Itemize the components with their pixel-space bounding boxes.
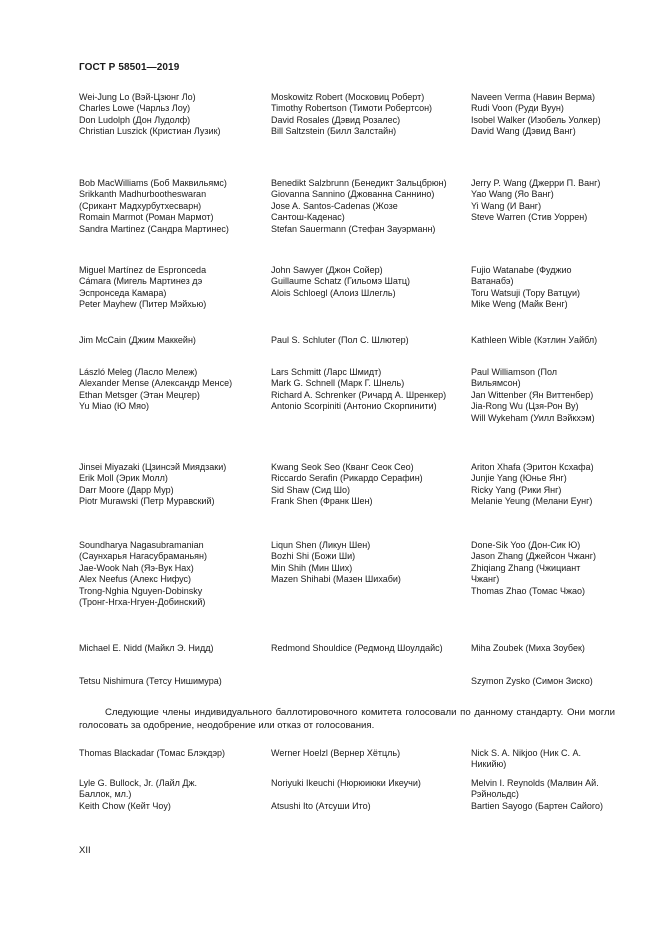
name-column xyxy=(79,462,271,508)
name-column xyxy=(271,335,471,346)
name-column xyxy=(271,540,471,608)
name-entry: Yao Wang (Яо Ванг) xyxy=(471,189,554,200)
name-entry: Redmond Shouldice (Редмонд Шоулдайс) xyxy=(271,643,443,653)
name-entry: Ricky Yang (Рики Янг) xyxy=(471,484,562,495)
name-entry: Darr Moore (Дарр Мур) xyxy=(79,484,174,495)
name-entry: Эспронседа Камара) xyxy=(79,287,167,298)
name-column xyxy=(79,92,271,138)
name-column xyxy=(79,540,271,608)
name-column xyxy=(471,643,615,654)
name-entry: Michael E. Nidd (Майкл Э. Нидд) xyxy=(79,643,214,653)
name-entry: Alex Neefus (Алекс Нифус) xyxy=(79,574,192,585)
name-column xyxy=(271,676,471,687)
name-column xyxy=(271,462,471,508)
name-column xyxy=(471,778,615,812)
name-entry: Yi Wang (И Ванг) xyxy=(471,200,542,211)
name-block xyxy=(79,778,615,812)
name-column xyxy=(471,540,615,608)
name-entry: Sid Shaw (Сид Шо) xyxy=(271,484,351,495)
name-entry: Kathleen Wible (Кэтлин Уайбл) xyxy=(471,335,598,345)
name-entry: Peter Mayhew (Питер Мэйхью) xyxy=(79,299,207,310)
name-entry: Toru Watsuji (Тору Ватцуи) xyxy=(471,287,580,298)
name-entry: Benedikt Salzbrunn (Бенедикт Зальцбрюн) xyxy=(271,178,447,188)
name-block xyxy=(79,676,615,687)
name-entry: Alois Schloegl (Алоиз Шлегль) xyxy=(271,287,396,298)
name-entry: Bob MacWilliams (Боб Маквильямс) xyxy=(79,178,227,188)
name-column xyxy=(79,748,271,771)
name-entry: Рэйнольдс) xyxy=(471,789,519,800)
name-entry: Jim McCain (Джим Маккейн) xyxy=(79,335,196,345)
name-entry: Piotr Murawski (Петр Муравский) xyxy=(79,496,215,507)
name-entry: Jia-Rong Wu (Цзя-Рон Ву) xyxy=(471,401,579,412)
name-entry: Bill Saltzstein (Билл Залстайн) xyxy=(271,126,397,137)
name-entry: Yu Miao (Ю Мяо) xyxy=(79,401,149,412)
name-column xyxy=(79,778,271,812)
name-column xyxy=(471,367,615,424)
name-entry: Jan Wittenber (Ян Виттенбер) xyxy=(471,389,594,400)
page-number: XII xyxy=(79,845,91,856)
name-entry: Naveen Verma (Навин Верма) xyxy=(471,92,596,102)
name-column xyxy=(271,748,471,771)
name-entry: Steve Warren (Стив Уоррен) xyxy=(471,212,588,223)
name-entry: (Тронг-Нгха-Нгуен-Добинский) xyxy=(79,597,206,608)
name-entry: (Саунхарья Нагасубраманьян) xyxy=(79,551,207,562)
name-column xyxy=(471,92,615,138)
name-entry: (Срикант Мадхурбутхесварн) xyxy=(79,200,202,211)
name-entry: David Rosales (Дэвид Розалес) xyxy=(271,114,401,125)
name-column xyxy=(471,265,615,311)
name-entry: Junjie Yang (Юнье Янг) xyxy=(471,473,567,484)
name-entry: Srikkanth Madhurbootheswaran xyxy=(79,189,207,200)
name-entry: Fujio Watanabe (Фуджио xyxy=(471,265,572,275)
name-entry xyxy=(271,789,471,800)
name-entry: Melanie Yeung (Мелани Еунг) xyxy=(471,496,593,507)
name-entry: Don Ludolph (Дон Лудолф) xyxy=(79,114,191,125)
name-column xyxy=(471,335,615,346)
name-entry: Isobel Walker (Изобель Уолкер) xyxy=(471,114,601,125)
name-entry: Jose A. Santos-Cadenas (Жозе xyxy=(271,200,398,211)
name-entry: Richard A. Schrenker (Ричард А. Шренкер) xyxy=(271,389,447,400)
name-entry: Cámara (Мигель Мартинез дэ xyxy=(79,276,203,287)
name-entry: Lars Schmitt (Ларс Шмидт) xyxy=(271,367,382,377)
name-block xyxy=(79,462,615,508)
name-column xyxy=(79,335,271,346)
name-entry: Trong-Nghia Nguyen-Dobinsky xyxy=(79,585,203,596)
name-block xyxy=(79,335,615,346)
name-entry: Lyle G. Bullock, Jr. (Лайл Дж. xyxy=(79,778,197,788)
name-entry: Giovanna Sannino (Джованна Саннино) xyxy=(271,189,435,200)
name-block xyxy=(79,265,615,311)
name-entry: John Sawyer (Джон Сойер) xyxy=(271,265,383,275)
name-entry: Keith Chow (Кейт Чоу) xyxy=(79,800,171,811)
name-entry: Чжанг) xyxy=(471,574,500,585)
name-column xyxy=(271,778,471,812)
name-entry: Melvin I. Reynolds (Малвин Ай. xyxy=(471,778,599,788)
name-entry: Szymon Zysko (Симон Зиско) xyxy=(471,676,593,686)
name-entry: Ватанабэ) xyxy=(471,276,514,287)
name-column xyxy=(271,92,471,138)
name-block xyxy=(79,178,615,235)
name-entry: Wei-Jung Lo (Вэй-Цзюнг Ло) xyxy=(79,92,196,102)
name-column xyxy=(271,178,471,235)
name-entry: Paul Williamson (Пол xyxy=(471,367,558,377)
name-entry: Miha Zoubek (Миха Зоубек) xyxy=(471,643,585,653)
name-entry: Mike Weng (Майк Венг) xyxy=(471,299,568,310)
name-entry: Jason Zhang (Джейсон Чжанг) xyxy=(471,551,597,562)
name-entry: Done-Sik Yoo (Дон-Сик Ю) xyxy=(471,540,581,550)
name-entry: Timothy Robertson (Тимоти Робертсон) xyxy=(271,103,433,114)
name-column xyxy=(79,643,271,654)
name-block xyxy=(79,540,615,608)
name-entry: Mazen Shihabi (Мазен Шихаби) xyxy=(271,574,401,585)
name-column xyxy=(271,265,471,311)
name-entry: Moskowitz Robert (Московиц Роберт) xyxy=(271,92,425,102)
name-entry: Noriyuki Ikeuchi (Нюрюиюки Икеучи) xyxy=(271,778,421,788)
name-entry: Werner Hoelzl (Вернер Хётцль) xyxy=(271,748,401,758)
name-entry: Paul S. Schluter (Пол С. Шлютер) xyxy=(271,335,409,345)
name-entry: Soundharya Nagasubramanian xyxy=(79,540,204,550)
name-entry: Min Shih (Мин Ших) xyxy=(271,562,353,573)
name-entry: Сантош-Каденас) xyxy=(271,212,345,223)
name-entry: Вильямсон) xyxy=(471,378,521,389)
name-entry: Frank Shen (Франк Шен) xyxy=(271,496,373,507)
name-entry: Erik Moll (Эрик Молл) xyxy=(79,473,168,484)
name-entry: Kwang Seok Seo (Кванг Сеок Сео) xyxy=(271,462,414,472)
name-entry: Никийю) xyxy=(471,759,507,770)
name-entry: László Meleg (Ласло Мележ) xyxy=(79,367,198,377)
name-entry: Charles Lowe (Чарльз Лоу) xyxy=(79,103,191,114)
name-block xyxy=(79,367,615,424)
name-entry: Atsushi Ito (Атсуши Ито) xyxy=(271,800,371,811)
name-entry: Stefan Sauermann (Стефан Зауэрманн) xyxy=(271,223,436,234)
name-entry: Liqun Shen (Ликун Шен) xyxy=(271,540,371,550)
name-block xyxy=(79,748,615,771)
name-entry: Баллок, мл.) xyxy=(79,789,132,800)
name-entry: Jerry P. Wang (Джерри П. Ванг) xyxy=(471,178,601,188)
name-entry: Thomas Blackadar (Томас Блэкдэр) xyxy=(79,748,226,758)
name-column xyxy=(471,178,615,235)
name-entry: Romain Marmot (Роман Мармот) xyxy=(79,212,214,223)
document-header: ГОСТ Р 58501—2019 xyxy=(79,62,180,73)
name-entry: Zhiqiang Zhang (Чжициант xyxy=(471,562,581,573)
name-entry: Will Wykeham (Уилл Вэйкхэм) xyxy=(471,412,595,423)
name-column xyxy=(271,643,471,654)
name-entry: Riccardo Serafin (Рикардо Серафин) xyxy=(271,473,423,484)
name-entry: Mark G. Schnell (Марк Г. Шнель) xyxy=(271,378,405,389)
name-entry: Jinsei Miyazaki (Цзинсэй Миядзаки) xyxy=(79,462,227,472)
name-column xyxy=(79,676,271,687)
name-block xyxy=(79,92,615,138)
name-column xyxy=(271,367,471,424)
name-entry: Ariton Xhafa (Эритон Ксхафа) xyxy=(471,462,594,472)
name-entry: Jae-Wook Nah (Яэ-Вук Нах) xyxy=(79,562,194,573)
name-column xyxy=(471,748,615,771)
name-column xyxy=(79,367,271,424)
name-entry: Antonio Scorpiniti (Антонио Скорпинити) xyxy=(271,401,437,412)
name-entry: Bozhi Shi (Божи Ши) xyxy=(271,551,356,562)
name-entry: Sandra Martinez (Сандра Мартинес) xyxy=(79,223,229,234)
name-entry: Nick S. A. Nikjoo (Ник С. А. xyxy=(471,748,581,758)
name-entry: Ethan Metsger (Этан Мецгер) xyxy=(79,389,200,400)
name-column xyxy=(79,178,271,235)
name-entry: Rudi Voon (Руди Вуун) xyxy=(471,103,564,114)
name-column xyxy=(471,462,615,508)
name-block xyxy=(79,643,615,654)
name-entry: Thomas Zhao (Томас Чжао) xyxy=(471,585,586,596)
name-entry: Miguel Martínez de Espronceda xyxy=(79,265,207,275)
name-column xyxy=(471,676,615,687)
name-entry: Guillaume Schatz (Гильомэ Шатц) xyxy=(271,276,410,287)
name-entry: Alexander Mense (Александр Менсе) xyxy=(79,378,233,389)
name-column xyxy=(79,265,271,311)
name-entry: Christian Luszick (Кристиан Лузик) xyxy=(79,126,221,137)
name-entry: Tetsu Nishimura (Тетсу Нишимура) xyxy=(79,676,222,686)
name-entry: Bartien Sayogo (Бартен Сайого) xyxy=(471,800,603,811)
name-entry: David Wang (Дэвид Ванг) xyxy=(471,126,576,137)
voting-note-paragraph: Следующие члены индивидуального баллотировочного комитета голосовали по данному стандарту. Они могли голосовать за одобрение, неодобрение или отказ от голосования. xyxy=(79,707,615,731)
